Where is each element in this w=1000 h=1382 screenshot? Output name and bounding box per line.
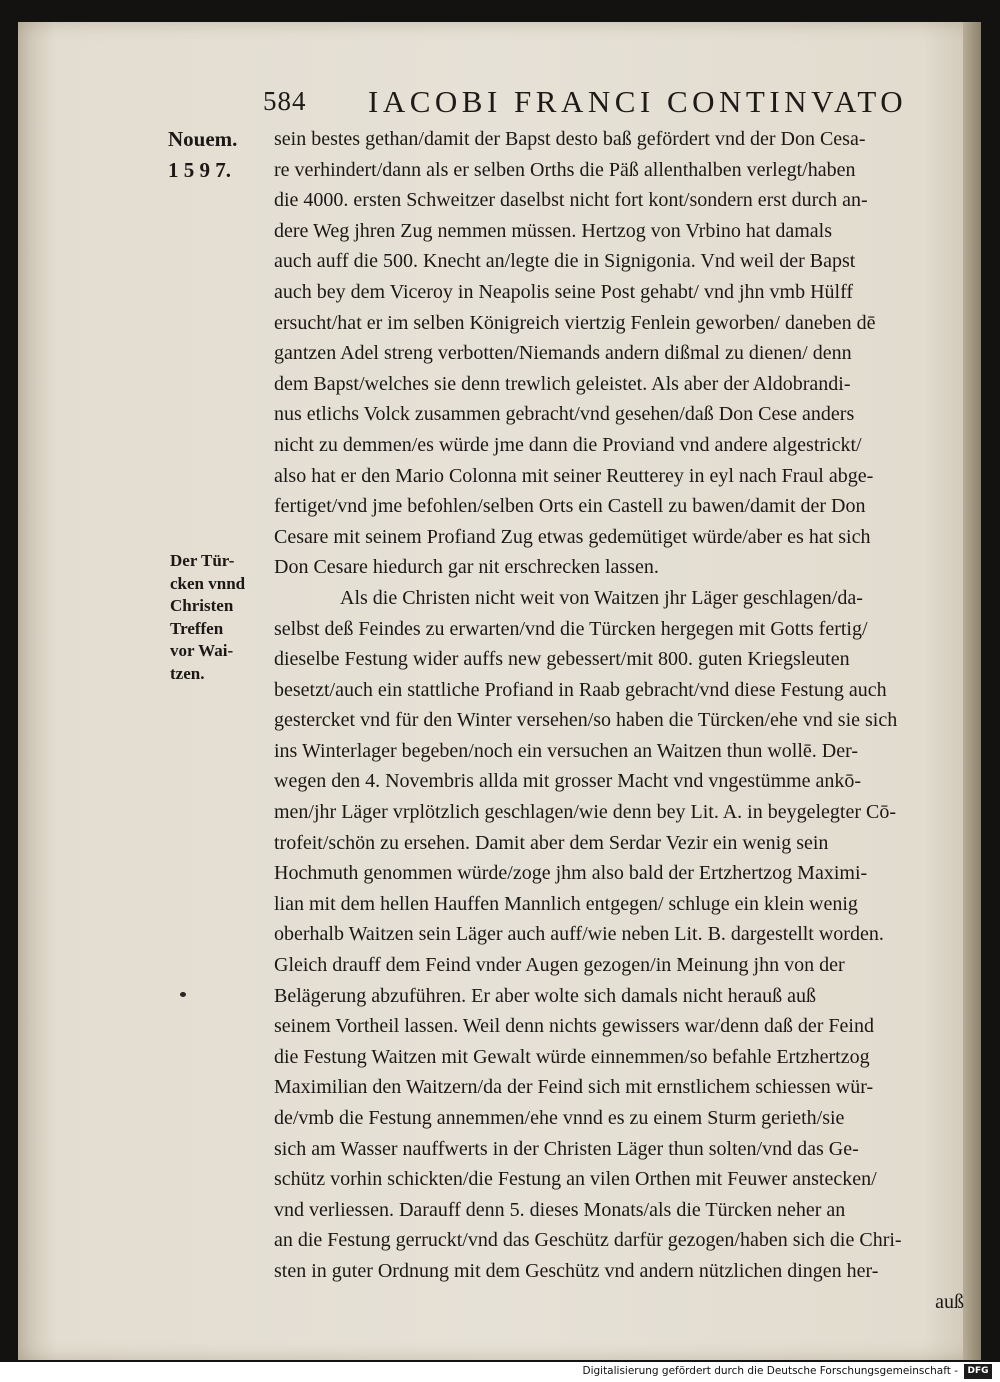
- text-line: die 4000. ersten Schweitzer daselbst nicht fort kont/sondern erst durch an-: [274, 189, 868, 212]
- text-line: Als die Christen nicht weit von Waitzen jhr Läger geschlagen/da-: [340, 586, 863, 609]
- text-line: die Festung Waitzen mit Gewalt würde einnemmen/so befahle Ertzhertzog: [274, 1045, 870, 1068]
- text-line: Belägerung abzuführen. Er aber wolte sich damals nicht herauß auß: [274, 984, 817, 1007]
- text-line: Don Cesare hiedurch gar nit erschrecken lassen.: [274, 556, 659, 579]
- text-line: an die Festung gerruckt/vnd das Geschütz darfür gezogen/haben sich die Chri-: [274, 1229, 902, 1252]
- text-line: Maximilian den Waitzern/da der Feind sich mit ernstlichem schiessen wür-: [274, 1076, 874, 1099]
- page-edge: [963, 22, 981, 1360]
- text-line: trofeit/schön zu ersehen. Damit aber dem Serdar Vezir ein wenig sein: [274, 831, 829, 854]
- marginal-section-line: vor Wai-: [170, 641, 234, 660]
- text-line: selbst deß Feindes zu erwarten/vnd die Türcken hergegen mit Gotts fertig/: [274, 617, 868, 640]
- text-line: nus etlichs Volck zusammen gebracht/vnd gesehen/daß Don Cese anders: [274, 403, 855, 426]
- text-line: de/vmb die Festung annemmen/ehe vnnd es zu einem Sturm gerieth/sie: [274, 1107, 845, 1129]
- running-title: IACOBI FRANCI CONTINVATO: [368, 84, 908, 119]
- text-line: Hochmuth genommen würde/zoge jhm also bald der Ertzhertzog Maximi-: [274, 862, 868, 885]
- text-line: dieselbe Festung wider auffs new gebessert/mit 800. guten Kriegsleuten: [274, 648, 850, 671]
- text-line: men/jhr Läger vrplötzlich geschlagen/wie denn bey Lit. A. in beygelegter Cō-: [274, 801, 897, 824]
- marginal-section-note: [170, 550, 245, 685]
- text-line: gantzen Adel streng verbotten/Niemands andern dißmal zu dienen/ denn: [274, 342, 852, 365]
- ink-spot: [180, 992, 186, 997]
- marginal-section-line: cken vnnd: [170, 573, 246, 593]
- marginal-date-line: 1 5 9 7.: [168, 157, 231, 182]
- text-line: seinem Vortheil lassen. Weil denn nichts gewissers war/denn daß der Feind: [274, 1015, 874, 1038]
- page-header: [263, 84, 908, 126]
- text-line: dem Bapst/welches sie denn trewlich geleistet. Als aber der Aldobrandi-: [274, 372, 851, 395]
- text-line: Cesare mit seinem Profiand Zug etwas gedemütiget würde/aber es hat sich: [274, 525, 871, 548]
- text-line: re verhindert/dann als er selben Orths die Päß allenthalben verlegt/haben: [274, 158, 856, 181]
- funding-credit: Digitalisierung gefördert durch die Deutsche Forschungsgemeinschaft -: [582, 1365, 958, 1377]
- marginal-date-line: Nouem.: [168, 127, 238, 151]
- text-line: sten in guter Ordnung mit dem Geschütz vnd andern nützlichen dingen her-: [274, 1259, 879, 1282]
- text-line: besetzt/auch ein stattliche Profiand in Raab gebracht/vnd diese Festung auch: [274, 678, 887, 701]
- catchword: auß: [935, 1290, 964, 1313]
- marginal-section-line: Christen: [170, 596, 234, 615]
- text-line: ersucht/hat er im selben Königreich viertzig Fenlein geworben/ daneben dē: [274, 311, 876, 334]
- body-text: [274, 124, 964, 1317]
- text-line: oberhalb Waitzen sein Läger auch auff/wie neben Lit. B. dargestellt worden.: [274, 923, 884, 946]
- text-line: nicht zu demmen/es würde jme dann die Proviand vnd andere algestrickt/: [274, 433, 862, 456]
- marginal-date-note: [168, 124, 237, 185]
- text-line: ins Winterlager begeben/noch ein versuchen an Waitzen thun wollē. Der-: [274, 739, 859, 762]
- marginal-section-line: tzen.: [170, 663, 205, 683]
- text-line: also hat er den Mario Colonna mit seiner Reutterey in eyl nach Fraul abge-: [274, 464, 874, 487]
- dfg-logo: DFG: [964, 1364, 992, 1379]
- text-line: lian mit dem hellen Hauffen Mannlich entgegen/ schluge ein klein wenig: [274, 892, 858, 915]
- marginal-section-line: Der Tür-: [170, 551, 235, 570]
- text-line: gestercket vnd für den Winter versehen/so haben die Türcken/ehe vnd sie sich: [274, 709, 898, 732]
- text-line: dere Weg jhren Zug nemmen müssen. Hertzog von Vrbino hat damals: [274, 219, 832, 242]
- text-line: Gleich drauff dem Feind vnder Augen gezogen/in Meinung jhn von der: [274, 954, 845, 977]
- page-number: 584: [263, 86, 307, 116]
- text-line: sein bestes gethan/damit der Bapst desto baß gefördert vnd der Don Cesa-: [274, 128, 866, 150]
- text-line: schütz vorhin schickten/die Festung an vilen Orthen mit Feuwer anstecken/: [274, 1168, 877, 1191]
- text-line: auch bey dem Viceroy in Neapolis seine Post gehabt/ vnd jhn vmb Hülff: [274, 280, 854, 303]
- footer-bar: [0, 1362, 1000, 1382]
- text-line: sich am Wasser nauffwerts in der Christen Läger thun solten/vnd das Ge-: [274, 1137, 859, 1160]
- text-line: fertiget/vnd jme befohlen/selben Orts ein Castell zu bawen/damit der Don: [274, 495, 866, 518]
- marginal-section-line: Treffen: [170, 618, 224, 638]
- text-line: wegen den 4. Novembris allda mit grosser Macht vnd vngestümme ankō-: [274, 770, 862, 793]
- text-line: vnd verliessen. Darauff denn 5. dieses Monats/als die Türcken neher an: [274, 1198, 846, 1221]
- text-line: auch auff die 500. Knecht an/legte die in Signigonia. Vnd weil der Bapst: [274, 250, 856, 273]
